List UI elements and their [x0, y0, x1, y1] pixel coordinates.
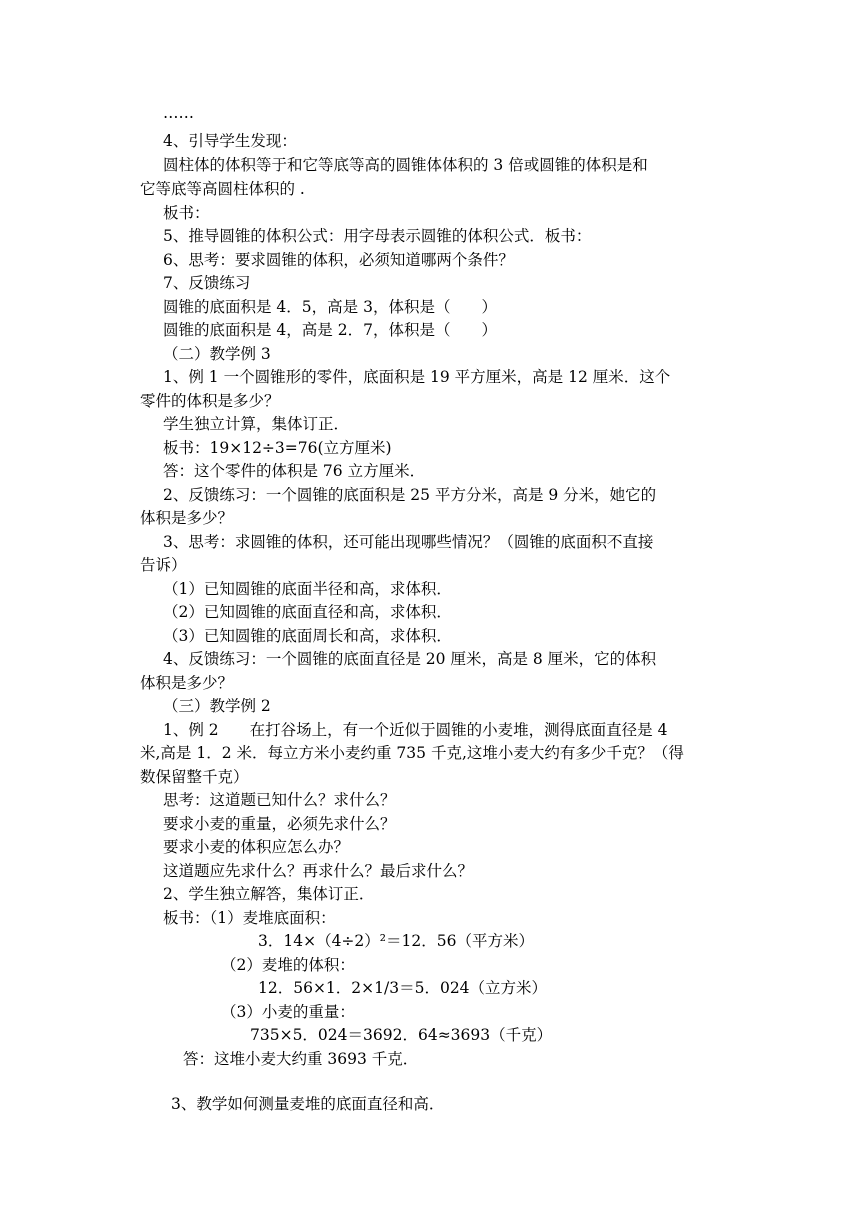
formula-line: 3．14×（4÷2）²＝12．56（平方米）	[258, 932, 534, 950]
text-line: （2）麦堆的体积：	[221, 956, 355, 974]
text-line: 7、反馈练习	[163, 274, 251, 292]
text-line: 5、推导圆锥的体积公式：用字母表示圆锥的体积公式．板书：	[163, 227, 592, 245]
text-line: 3、思考：求圆锥的体积，还可能出现哪些情况？（圆锥的底面积不直接	[163, 533, 654, 551]
section-heading: （二）教学例 3	[163, 345, 271, 363]
text-line: 学生独立计算，集体订正．	[163, 415, 350, 433]
text-line: 它等底等高圆柱体积的 .	[140, 180, 305, 198]
formula-line: 12．56×1．2×1/3＝5．024（立方米）	[258, 979, 548, 997]
ellipsis-line: ……	[163, 104, 194, 122]
text-line: 4、反馈练习：一个圆锥的底面直径是 20 厘米，高是 8 厘米，它的体积	[163, 650, 657, 668]
text-line: 体积是多少？	[140, 674, 234, 692]
text-line: （1）已知圆锥的底面半径和高，求体积．	[163, 580, 452, 598]
text-line: 思考：这道题已知什么？求什么？	[163, 791, 396, 809]
text-line: 米,高是 1．2 米．每立方米小麦约重 735 千克,这堆小麦大约有多少千克？（得	[140, 744, 684, 762]
text-line: 圆柱体的体积等于和它等底等高的圆锥体体积的 3 倍或圆锥的体积是和	[163, 156, 648, 174]
text-line: 体积是多少？	[140, 509, 234, 527]
text-line: 板书：	[163, 204, 210, 222]
text-line: 圆锥的底面积是 4，高是 2．7，体积是（ ）	[163, 321, 497, 339]
text-line: （3）小麦的重量：	[221, 1003, 355, 1021]
text-line: 要求小麦的体积应怎么办？	[163, 838, 350, 856]
text-line: 3、教学如何测量麦堆的底面直径和高．	[171, 1095, 445, 1113]
text-line: 零件的体积是多少？	[140, 392, 280, 410]
text-line: 1、例 1 一个圆锥形的零件，底面积是 19 平方厘米，高是 12 厘米．这个	[163, 368, 671, 386]
text-line: 要求小麦的重量，必须先求什么？	[163, 815, 396, 833]
text-line: 2、学生独立解答，集体订正．	[163, 885, 375, 903]
text-line: （3）已知圆锥的底面周长和高，求体积．	[163, 627, 452, 645]
text-line: 板书：19×12÷3=76(立方厘米)	[163, 439, 392, 457]
text-line: 1、例 2 在打谷场上，有一个近似于圆锥的小麦堆，测得底面直径是 4	[163, 721, 668, 739]
text-line: 6、思考：要求圆锥的体积，必须知道哪两个条件？	[163, 251, 514, 269]
text-line: 数保留整千克）	[140, 768, 249, 786]
text-line: 2、反馈练习：一个圆锥的底面积是 25 平方分米，高是 9 分米，她它的	[163, 486, 657, 504]
text-line: 这道题应先求什么？再求什么？最后求什么？	[163, 862, 474, 880]
text-line: （2）已知圆锥的底面直径和高，求体积．	[163, 603, 452, 621]
section-heading: （三）教学例 2	[163, 697, 271, 715]
text-line: 板书：（1）麦堆底面积：	[163, 909, 336, 927]
text-line: 4、引导学生发现：	[163, 132, 297, 150]
text-line: 答：这堆小麦大约重 3693 千克．	[183, 1050, 419, 1068]
text-line: 告诉）	[140, 556, 187, 574]
text-line: 圆锥的底面积是 4．5，高是 3，体积是（ ）	[163, 298, 497, 316]
text-line: 答：这个零件的体积是 76 立方厘米．	[163, 462, 426, 480]
formula-line: 735×5．024＝3692．64≈3693（千克）	[250, 1026, 553, 1044]
